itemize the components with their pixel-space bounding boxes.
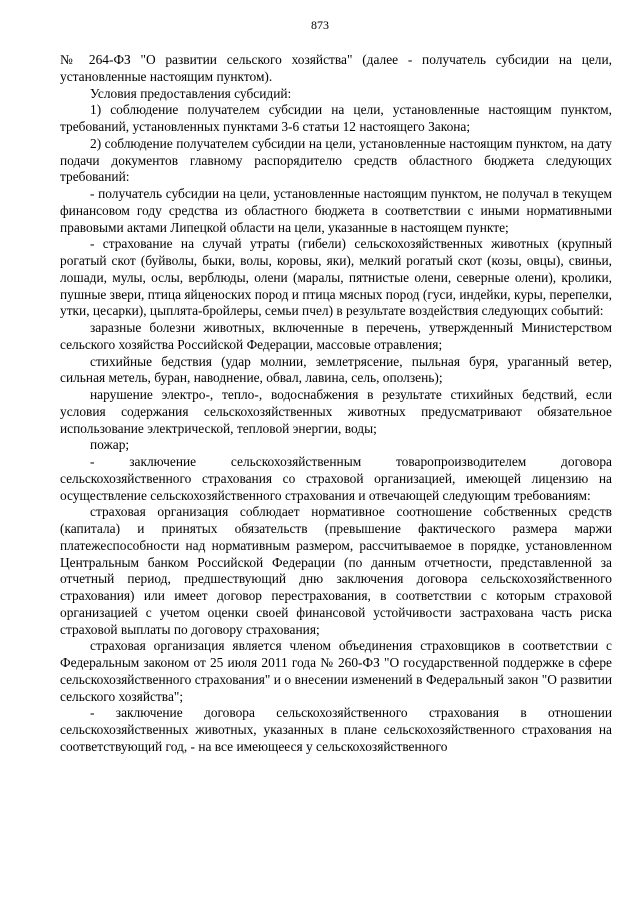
- paragraph: Условия предоставления субсидий:: [90, 85, 292, 101]
- paragraph: стихийные бедствия (удар молнии, землетрясение, пыльная буря, ураганный ветер, сильная метель, буран, наводнение, обвал, лавина, сель, оползень);: [60, 353, 612, 386]
- paragraph: 2) соблюдение получателем субсидии на цели, установленные настоящим пунктом, на дату подачи документов главному распорядителю средств областного бюджета следующих требований:: [60, 135, 612, 185]
- paragraph: пожар;: [90, 437, 130, 453]
- paragraph: страховая организация является членом объединения страховщиков в соответствии с Федеральным законом от 25 июля 2011 года № 260-ФЗ "О государственной поддержке в сфере сельскохозяйственного страхования" и о внесении изменений в Федеральный закон "О развитии сельского хозяйства";: [60, 638, 612, 704]
- paragraph: нарушение электро-, тепло-, водоснабжения в результате стихийных бедствий, если условия содержания сельскохозяйственных животных предусматривают обязательное использование электрической, тепловой энергии, воды;: [60, 387, 612, 436]
- document-body: [60, 52, 612, 756]
- paragraph: страховая организация соблюдает нормативное соотношение собственных средств (капитала) и принятых обязательств (превышение фактического размера маржи платежеспособности над нормативным размером, рассчитываемое в порядке, установленном Центральным банком Российской Федерации (по данным отчетности, представленной за отчетный период, предшествующий дню заключения договора сельскохозяйственного страхования) или имеет договор перестрахования, в соответствии с которым страховой организацией с учетом оценки своей финансовой устойчивости застрахована часть риска страховой выплаты по договору страхования;: [60, 504, 612, 637]
- page-number: 873: [311, 18, 329, 32]
- paragraph: - получатель субсидии на цели, установленные настоящим пунктом, не получал в текущем финансовом году средства из областного бюджета в соответствии с иными нормативными правовыми актами Липецкой области на цели, указанные в настоящем пункте;: [60, 186, 612, 235]
- paragraph: - заключение сельскохозяйственным товаропроизводителем договора сельскохозяйственного страхования со страховой организацией, имеющей лицензию на осуществление сельскохозяйственного страхования и отвечающей следующим требованиям:: [60, 454, 612, 503]
- paragraph: - заключение договора сельскохозяйственного страхования в отношении сельскохозяйственных животных, указанных в плане сельскохозяйственного страхования на соответствующий год, - на все имеющееся у сельскохозяйственного: [60, 705, 612, 754]
- paragraph: - страхование на случай утраты (гибели) сельскохозяйственных животных (крупный рогатый скот (буйволы, быки, волы, коровы, яки), мелкий рогатый скот (козы, овцы), свиньи, лошади, мулы, ослы, верблюды, олени (маралы, пятнистые олени, северные олени), кролики, пушные звери, птица яйценоских пород и птица мясных пород (гуси, индейки, куры, перепелки, утки, цесарки), цыплята-бройлеры, семьи пчел) в результате воздействия следующих событий:: [60, 236, 612, 319]
- paragraph: заразные болезни животных, включенные в перечень, утвержденный Министерством сельского хозяйства Российской Федерации, массовые отравления;: [60, 320, 612, 352]
- paragraph: 1) соблюдение получателем субсидии на цели, установленные настоящим пунктом, требований, установленных пунктами 3-6 статьи 12 настоящего Закона;: [60, 102, 612, 134]
- paragraph: № 264-ФЗ "О развитии сельского хозяйства" (далее - получатель субсидии на цели, установленные настоящим пунктом).: [60, 52, 612, 84]
